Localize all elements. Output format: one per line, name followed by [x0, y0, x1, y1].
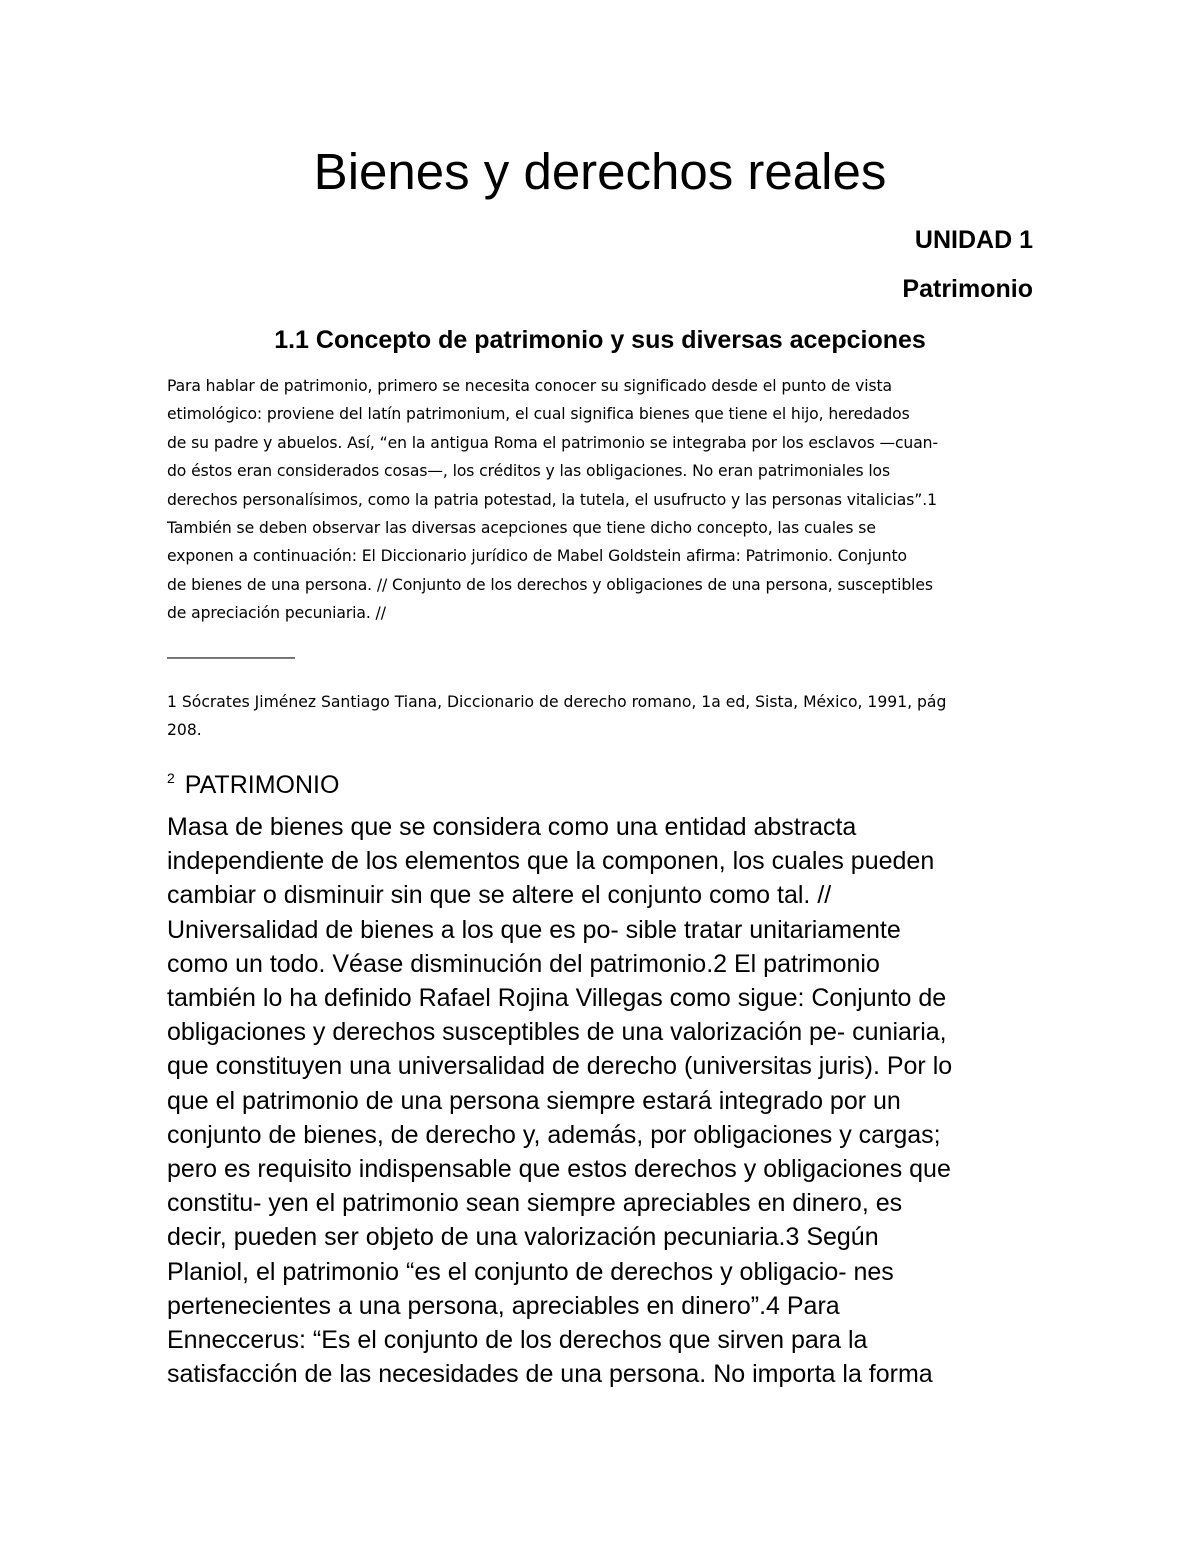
patrimonio-heading [167, 760, 339, 803]
intro-paragraph-line: Para hablar de patrimonio, primero se necesita conocer su significado desde el punto de vista [167, 377, 893, 395]
body-paragraph-line: que el patrimonio de una persona siempre estará integrado por un [167, 1086, 901, 1115]
footnote-separator: ———————— [167, 649, 295, 666]
unit-label: UNIDAD 1 [914, 226, 1033, 254]
intro-paragraph-line: También se deben observar las diversas acepciones que tiene dicho concepto, las cuales se [167, 519, 876, 538]
body-paragraph-line: Universalidad de bienes a los que es po- sible tratar unitariamente [167, 915, 901, 944]
intro-paragraph-line: do éstos eran considerados cosas—, los créditos y las obligaciones. No eran patrimoniales los [167, 462, 891, 481]
footnote [167, 688, 1037, 745]
body-paragraph-line: satisfacción de las necesidades de una persona. No importa la forma [167, 1360, 933, 1389]
body-paragraph-line: conjunto de bienes, de derecho y, además, por obligaciones y cargas; [167, 1120, 941, 1149]
body-paragraph-line: también lo ha definido Rafael Rojina Villegas como sigue: Conjunto de [167, 984, 947, 1013]
section-heading: 1.1 Concepto de patrimonio y sus diversas acepciones [274, 326, 926, 354]
intro-paragraph-line: exponen a continuación: El Diccionario jurídico de Mabel Goldstein afirma: Patrimonio. Conjunto [167, 547, 907, 566]
body-paragraph-line: pero es requisito indispensable que estos derechos y obligaciones que [167, 1155, 951, 1184]
body-paragraph-line: pertenecientes a una persona, apreciables en dinero”.4 Para [167, 1291, 840, 1320]
document-title: Bienes y derechos reales [313, 143, 887, 200]
body-paragraph-line: Enneccerus: “Es el conjunto de los derechos que sirven para la [167, 1326, 868, 1355]
unit-subtitle: Patrimonio [902, 275, 1033, 303]
patrimonio-heading-marker: 2 [167, 770, 175, 786]
body-paragraph-line: decir, pueden ser objeto de una valorización pecuniaria.3 Según [167, 1223, 879, 1252]
footnote-line: 1 Sócrates Jiménez Santiago Tiana, Diccionario de derecho romano, 1a ed, Sista, México, 1991, pág [167, 693, 947, 711]
body-paragraph-line: que constituyen una universalidad de derecho (universitas juris). Por lo [167, 1052, 953, 1081]
body-paragraph-line: Planiol, el patrimonio “es el conjunto de derechos y obligacio- nes [167, 1257, 894, 1286]
intro-paragraph-line: de apreciación pecuniaria. // [167, 604, 386, 623]
body-paragraph-line: obligaciones y derechos susceptibles de una valorización pe- cuniaria, [167, 1018, 947, 1047]
patrimonio-heading-text: PATRIMONIO [184, 771, 340, 799]
intro-paragraph-line: de su padre y abuelos. Así, “en la antigua Roma el patrimonio se integraba por los esclavos —cuan- [167, 433, 938, 452]
intro-paragraph-line: derechos personalísimos, como la patria potestad, la tutela, el usufructo y las personas vitalicias”.1 [167, 490, 937, 509]
body-paragraph [167, 810, 1067, 1391]
intro-paragraph [167, 372, 1037, 628]
body-paragraph-line: constitu- yen el patrimonio sean siempre apreciables en dinero, es [167, 1189, 903, 1218]
intro-paragraph-line: de bienes de una persona. // Conjunto de los derechos y obligaciones de una persona, susceptibles [167, 575, 933, 594]
body-paragraph-line: Masa de bienes que se considera como una entidad abstracta [167, 813, 857, 841]
intro-paragraph-line: etimológico: proviene del latín patrimonium, el cual significa bienes que tiene el hijo, heredados [167, 405, 910, 424]
body-paragraph-line: como un todo. Véase disminución del patrimonio.2 El patrimonio [167, 949, 880, 978]
footnote-line: 208. [167, 721, 202, 740]
body-paragraph-line: cambiar o disminuir sin que se altere el conjunto como tal. // [167, 881, 832, 910]
body-paragraph-line: independiente de los elementos que la componen, los cuales pueden [167, 847, 935, 876]
